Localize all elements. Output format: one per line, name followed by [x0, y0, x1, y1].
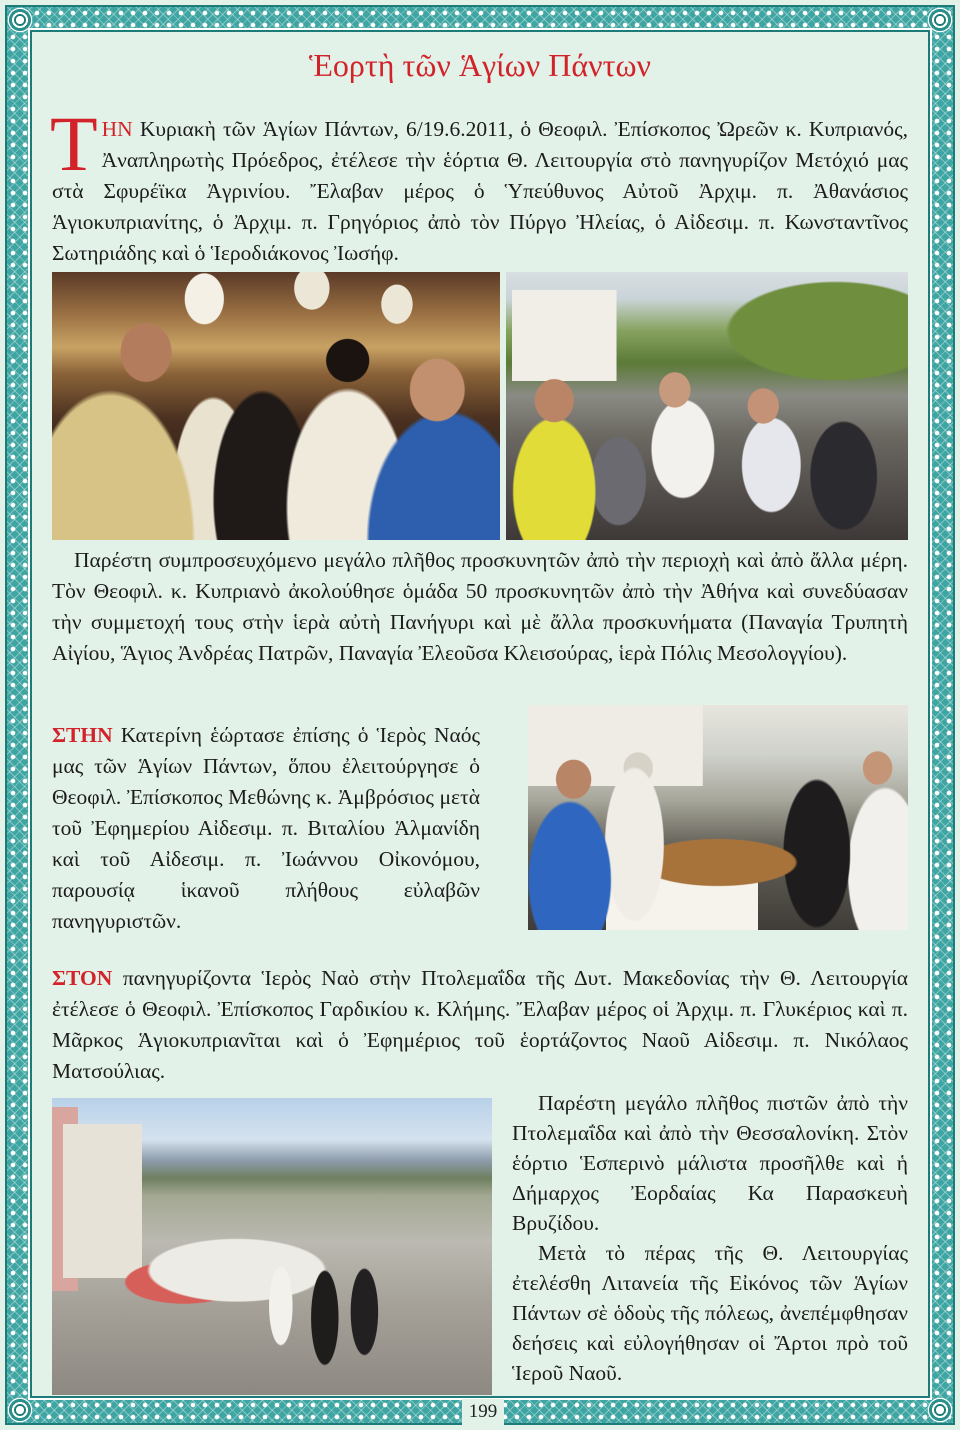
- katerini-text: Κατερίνη ἑώρτασε ἐπίσης ὁ Ἱερὸς Ναός μας τῶν Ἁγίων Πάντων, ὅπου ἐλειτούργησε ὁ Θεοφιλ. Ἐπίσκοπος Μεθώνης κ. Ἀμβρόσιος μετὰ τοῦ Ἐφημερίου Αἰδεσιμ. π. Βιταλίου Ἁλμανίδη καὶ τοῦ Αἰδεσιμ. π. Ἰωάννου Οἰκονόμου, παρουσίᾳ ἱκανοῦ πλήθους εὐλαβῶν πανηγυριστῶν.: [52, 723, 480, 933]
- katerini-lead: ΣΤΗΝ: [52, 723, 113, 747]
- photo-blessing-of-bread: [528, 705, 908, 930]
- intro-paragraph: [50, 100, 908, 269]
- page-number: 199: [462, 1399, 504, 1425]
- ptolemaida-lead: ΣΤΟΝ: [52, 966, 113, 990]
- page-title: Ἑορτὴ τῶν Ἁγίων Πάντων: [308, 47, 651, 83]
- corner-ornament: [6, 1396, 34, 1424]
- corner-ornament: [926, 1396, 954, 1424]
- pilgrims-paragraph: Παρέστη συμπροσευχόμενο μεγάλο πλῆθος προσκυνητῶν ἀπὸ τὴν περιοχὴ καὶ ἀπὸ ἄλλα μέρη. Τὸν Θεοφιλ. κ. Κυπριανὸ ἀκολούθησε ὁμάδα 50 προσκυνητῶν ἀπὸ τὴν Ἀθήνα καὶ συνεδύασαν τὴν συμμετοχή τους στὴν ἱερὰ αὐτὴ Πανήγυρι καὶ μὲ ἄλλα προσκυνήματα (Παναγία Τρυπητὴ Αἰγίου, Ἅγιος Ἀνδρέας Πατρῶν, Παναγία Ἐλεοῦσα Κλεισούρας, ἱερὰ Πόλις Μεσολογγίου).: [52, 548, 908, 665]
- ptolemaida-note: Παρέστη μεγάλο πλῆθος πιστῶν ἀπὸ τὴν Πτολεμαΐδα καὶ ἀπὸ τὴν Θεσσαλονίκη. Στὸν ἑόρτιο Ἑσπερινὸ μάλιστα προσῆλθε καὶ ἡ Δήμαρχος Ἐορδαίας Κα Παρασκευὴ Βρυζίδου.: [512, 1091, 908, 1235]
- drop-cap: Τ: [50, 100, 98, 187]
- photo-procession: [52, 1098, 492, 1395]
- corner-ornament: [926, 6, 954, 34]
- ptolemaida-note: Μετὰ τὸ πέρας τῆς Θ. Λειτουργίας ἐτελέσθη Λιτανεία τῆς Εἰκόνος τῶν Ἁγίων Πάντων σὲ ὁδοὺς τῆς πόλεως, ἀνεπέμφθησαν δεήσεις καὶ εὐλογήθησαν οἱ Ἄρτοι πρὸ τοῦ Ἱεροῦ Ναοῦ.: [512, 1241, 908, 1385]
- ptolemaida-notes-column: [512, 1088, 908, 1388]
- ptolemaida-text: πανηγυρίζοντα Ἱερὸς Ναὸ στὴν Πτολεμαΐδα τῆς Δυτ. Μακεδονίας τὴν Θ. Λειτουργία ἐτέλεσε ὁ Θεοφιλ. Ἐπίσκοπος Γαρδικίου κ. Κλήμης. Ἔλαβαν μέρος οἱ Ἀρχιμ. π. Γλυκέριος καὶ π. Μᾶρκος Ἁγιοκυπριανῖται καὶ ὁ Ἐφημέριος τοῦ ἑορτάζοντος Ναοῦ Αἰδεσιμ. π. Νικόλαος Ματσούλιας.: [52, 966, 908, 1083]
- photo-church-interior: [52, 272, 500, 540]
- intro-lead: ΗΝ: [101, 117, 133, 141]
- intro-text: Κυριακὴ τῶν Ἁγίων Πάντων, 6/19.6.2011, ὁ Θεοφιλ. Ἐπίσκοπος Ὠρεῶν κ. Κυπριανός, Ἀναπληρωτὴς Πρόεδρος, ἐτέλεσε τὴν ἑόρτια Θ. Λειτουργία στὸ πανηγυρίζον Μετόχιό μας στὰ Σφυρέϊκα Ἀγρινίου. Ἔλαβαν μέρος ὁ Ὑπεύθυνος Αὐτοῦ Ἀρχιμ. π. Ἀθανάσιος Ἁγιοκυπριανίτης, ὁ Ἀρχιμ. π. Γρηγόριος ἀπὸ τὸν Πύργο Ἠλείας, ὁ Αἰδεσιμ. π. Κωνσταντῖνος Σωτηριάδης καὶ ὁ Ἱεροδιάκονος Ἰωσήφ.: [52, 117, 908, 265]
- photo-crowd-outdoors: [506, 272, 908, 540]
- ptolemaida-paragraph: [52, 963, 908, 1087]
- katerini-paragraph: [52, 720, 480, 937]
